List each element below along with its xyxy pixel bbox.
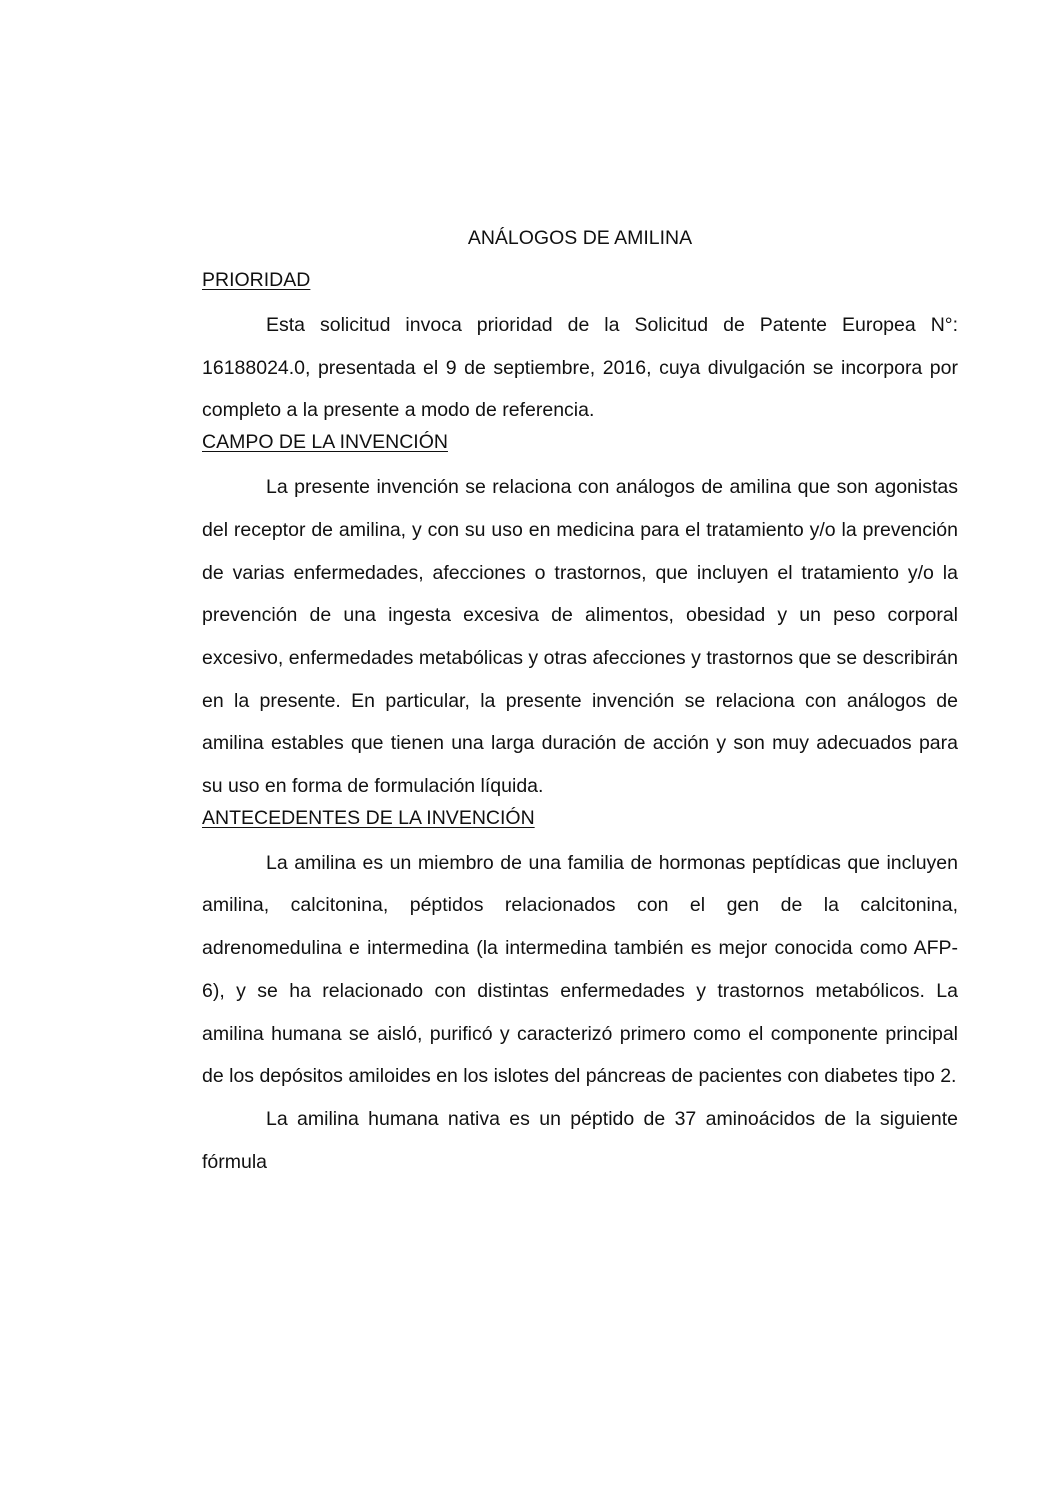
paragraph-antecedentes-1: La amilina es un miembro de una familia de hormonas peptídicas que incluyen amilina, calcitonina, péptidos relacionados con el gen de la calcitonina, adrenomedulina e intermedina (la intermedina también es mejor conocida como AFP-6), y se ha relacionado con distintas enfermedades y trastornos metabólicos. La amilina humana se aisló, purificó y caracterizó primero como el componente principal de los depósitos amiloides en los islotes del páncreas de pacientes con diabetes tipo 2. <box>202 851 958 1088</box>
section-heading-prioridad: PRIORIDAD <box>202 269 311 291</box>
section-heading-antecedentes: ANTECEDENTES DE LA INVENCIÓN <box>202 806 535 829</box>
document-page <box>202 224 958 1183</box>
paragraph-antecedentes-2: La amilina humana nativa es un péptido de 37 aminoácidos de la siguiente fórmula <box>202 1107 958 1173</box>
paragraph-campo: La presente invención se relaciona con análogos de amilina que son agonistas del receptor de amilina, y con su uso en medicina para el tratamiento y/o la prevención de varias enfermedades, afecciones o trastornos, que incluyen el tratamiento y/o la prevención de una ingesta excesiva de alimentos, obesidad y un peso corporal excesivo, enfermedades metabólicas y otras afecciones y trastornos que se describirán en la presente. En particular, la presente invención se relaciona con análogos de amilina estables que tienen una larga duración de acción y son muy adecuados para su uso en forma de formulación líquida. <box>202 476 958 798</box>
paragraph-prioridad: Esta solicitud invoca prioridad de la Solicitud de Patente Europea N°: 16188024.0, presentada el 9 de septiembre, 2016, cuya divulgación se incorpora por completo a la presente a modo de referencia. <box>202 314 958 422</box>
document-title: ANÁLOGOS DE AMILINA <box>467 227 693 249</box>
section-heading-campo: CAMPO DE LA INVENCIÓN <box>202 431 448 454</box>
